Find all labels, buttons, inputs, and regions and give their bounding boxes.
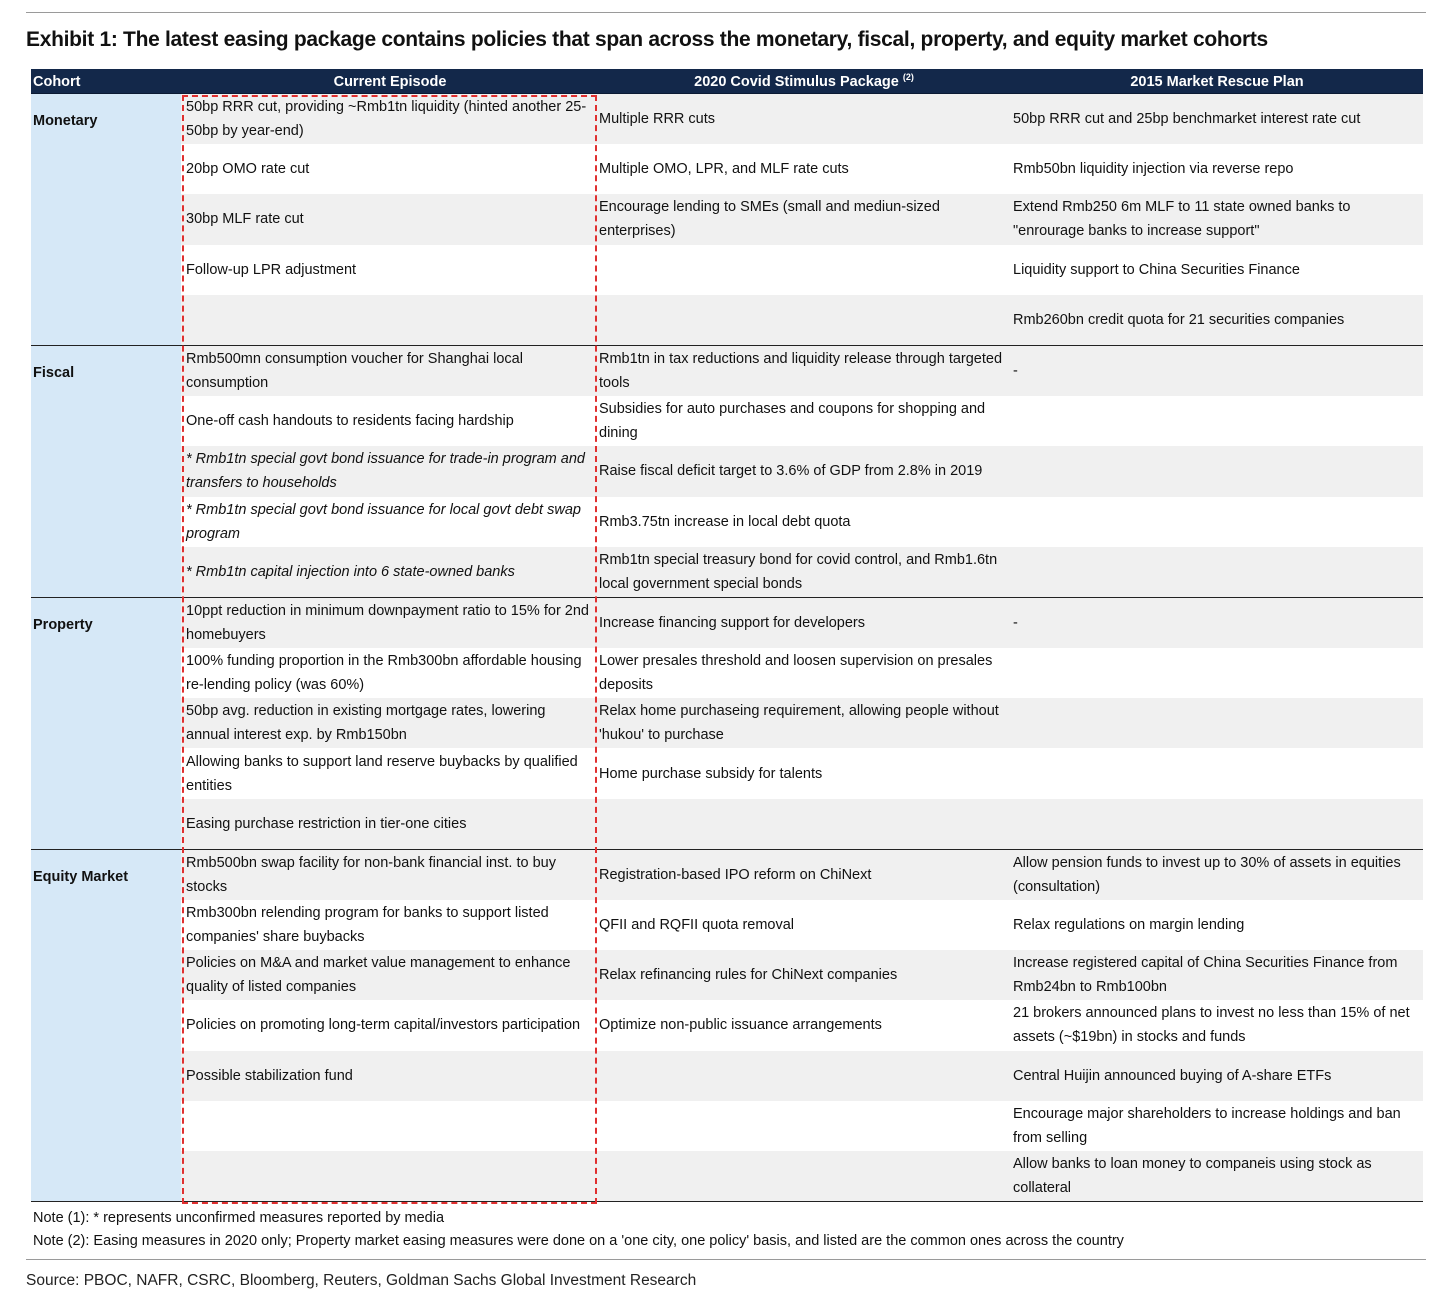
cell-market-rescue: 50bp RRR cut and 25bp benchmarket interest rate cut bbox=[1013, 111, 1361, 128]
table-row bbox=[181, 446, 1423, 496]
cell-market-rescue: Increase registered capital of China Securities Finance from Rmb24bn to Rmb100bn bbox=[1013, 955, 1398, 996]
cohort-group bbox=[31, 850, 1423, 1202]
table-row bbox=[181, 396, 1423, 446]
note-1: Note (1): * represents unconfirmed measures reported by media bbox=[33, 1210, 445, 1226]
bottom-divider bbox=[26, 1259, 1426, 1260]
table-row bbox=[181, 547, 1423, 597]
cohort-label: Equity Market bbox=[31, 850, 181, 1201]
cell-current-episode: Allowing banks to support land reserve buybacks by qualified entities bbox=[186, 753, 578, 794]
cell-covid-stimulus: Subsidies for auto purchases and coupons for shopping and dining bbox=[599, 401, 986, 442]
cell-market-rescue: Central Huijin announced buying of A-share ETFs bbox=[1013, 1067, 1332, 1084]
table-row bbox=[181, 346, 1423, 396]
source-line: Source: PBOC, NAFR, CSRC, Bloomberg, Reuters, Goldman Sachs Global Investment Research bbox=[26, 1272, 697, 1289]
cell-covid-stimulus: Registration-based IPO reform on ChiNext bbox=[599, 866, 872, 883]
header-covid-footnote: (2) bbox=[902, 72, 914, 83]
cell-current-episode: 20bp OMO rate cut bbox=[186, 161, 310, 178]
table-row bbox=[181, 1151, 1423, 1201]
cohort-label: Property bbox=[31, 598, 181, 849]
cell-covid-stimulus: Encourage lending to SMEs (small and mediun-sized enterprises) bbox=[599, 199, 940, 240]
cell-market-rescue: Liquidity support to China Securities Finance bbox=[1013, 261, 1300, 278]
cell-current-episode: * Rmb1tn special govt bond issuance for local govt debt swap program bbox=[186, 501, 581, 542]
table-row bbox=[181, 850, 1423, 900]
table-body bbox=[31, 94, 1423, 1202]
table-row bbox=[181, 748, 1423, 798]
cell-current-episode: 30bp MLF rate cut bbox=[186, 211, 304, 228]
cell-market-rescue: Relax regulations on margin lending bbox=[1013, 917, 1245, 934]
cell-covid-stimulus: QFII and RQFII quota removal bbox=[599, 917, 795, 934]
table-row bbox=[181, 1101, 1423, 1151]
cell-current-episode: One-off cash handouts to residents facing hardship bbox=[186, 413, 514, 430]
cell-current-episode: Easing purchase restriction in tier-one cities bbox=[186, 815, 467, 832]
cohort-group bbox=[31, 94, 1423, 346]
cell-covid-stimulus: Increase financing support for developers bbox=[599, 614, 865, 631]
cell-current-episode: * Rmb1tn capital injection into 6 state-owned banks bbox=[186, 563, 515, 580]
cell-current-episode: 50bp avg. reduction in existing mortgage rates, lowering annual interest exp. by Rmb150bn bbox=[186, 703, 546, 744]
cohort-group bbox=[31, 598, 1423, 850]
cohort-label: Monetary bbox=[31, 94, 181, 345]
cell-covid-stimulus: Home purchase subsidy for talents bbox=[599, 765, 823, 782]
table-header bbox=[31, 69, 1423, 94]
table-row bbox=[181, 698, 1423, 748]
cell-current-episode: 100% funding proportion in the Rmb300bn affordable housing re-lending policy (was 60%) bbox=[186, 653, 582, 694]
top-divider bbox=[26, 12, 1426, 13]
table-row bbox=[181, 497, 1423, 547]
cell-covid-stimulus: Relax refinancing rules for ChiNext companies bbox=[599, 967, 898, 984]
cell-current-episode: Rmb300bn relending program for banks to support listed companies' share buybacks bbox=[186, 905, 549, 946]
policy-table bbox=[31, 69, 1423, 1202]
table-row bbox=[181, 94, 1423, 144]
cell-covid-stimulus: Optimize non-public issuance arrangements bbox=[599, 1017, 882, 1034]
cohort-label: Fiscal bbox=[31, 346, 181, 597]
cell-current-episode: Follow-up LPR adjustment bbox=[186, 261, 357, 278]
cell-market-rescue: Allow banks to loan money to companeis using stock as collateral bbox=[1013, 1156, 1372, 1197]
cell-current-episode: Rmb500mn consumption voucher for Shanghai local consumption bbox=[186, 351, 523, 392]
cell-current-episode: Policies on M&A and market value management to enhance quality of listed companies bbox=[186, 955, 571, 996]
cell-market-rescue: - bbox=[1013, 363, 1018, 380]
cell-covid-stimulus: Raise fiscal deficit target to 3.6% of GDP from 2.8% in 2019 bbox=[599, 463, 983, 480]
cell-current-episode: 50bp RRR cut, providing ~Rmb1tn liquidity (hinted another 25-50bp by year-end) bbox=[186, 99, 587, 140]
cell-covid-stimulus: Relax home purchaseing requirement, allowing people without 'hukou' to purchase bbox=[599, 703, 999, 744]
cell-covid-stimulus: Multiple RRR cuts bbox=[599, 111, 716, 128]
table-row bbox=[181, 799, 1423, 849]
cell-market-rescue: - bbox=[1013, 614, 1018, 631]
cell-current-episode: Rmb500bn swap facility for non-bank financial inst. to buy stocks bbox=[186, 854, 556, 895]
cell-covid-stimulus: Rmb3.75tn increase in local debt quota bbox=[599, 513, 851, 530]
cell-current-episode: 10ppt reduction in minimum downpayment ratio to 15% for 2nd homebuyers bbox=[186, 602, 589, 643]
cell-covid-stimulus: Lower presales threshold and loosen supervision on presales deposits bbox=[599, 653, 993, 694]
cell-market-rescue: Extend Rmb250 6m MLF to 11 state owned banks to "enrourage banks to increase support" bbox=[1013, 199, 1351, 240]
header-market-rescue: 2015 Market Rescue Plan bbox=[1130, 74, 1304, 90]
cohort-group bbox=[31, 346, 1423, 598]
table-row bbox=[181, 900, 1423, 950]
table-row bbox=[181, 245, 1423, 295]
cell-covid-stimulus: Multiple OMO, LPR, and MLF rate cuts bbox=[599, 161, 849, 178]
table-row bbox=[181, 598, 1423, 648]
note-2: Note (2): Easing measures in 2020 only; Property market easing measures were done on a 'one city, one policy' basis, and listed are the common ones across the country bbox=[33, 1233, 1124, 1249]
table-row bbox=[181, 144, 1423, 194]
cell-market-rescue: Encourage major shareholders to increase holdings and ban from selling bbox=[1013, 1105, 1401, 1146]
table-row bbox=[181, 194, 1423, 244]
notes bbox=[33, 1207, 1124, 1253]
header-current-episode: Current Episode bbox=[333, 74, 447, 90]
cell-current-episode: Possible stabilization fund bbox=[186, 1067, 353, 1084]
header-cohort: Cohort bbox=[33, 74, 81, 90]
table-row bbox=[181, 1051, 1423, 1101]
cell-market-rescue: Allow pension funds to invest up to 30% of assets in equities (consultation) bbox=[1013, 854, 1401, 895]
cell-covid-stimulus: Rmb1tn special treasury bond for covid control, and Rmb1.6tn local government special bonds bbox=[599, 551, 998, 592]
table-row bbox=[181, 950, 1423, 1000]
cell-current-episode: Policies on promoting long-term capital/investors participation bbox=[186, 1017, 581, 1034]
exhibit-title: Exhibit 1: The latest easing package contains policies that span across the monetary, fiscal, property, and equity market cohorts bbox=[26, 28, 1268, 51]
cell-market-rescue: Rmb260bn credit quota for 21 securities companies bbox=[1013, 311, 1345, 328]
cell-market-rescue: Rmb50bn liquidity injection via reverse repo bbox=[1013, 161, 1294, 178]
cell-current-episode: * Rmb1tn special govt bond issuance for trade-in program and transfers to households bbox=[186, 451, 585, 492]
header-covid-stimulus: 2020 Covid Stimulus Package $^{(2)}$ bbox=[694, 72, 914, 90]
table-row bbox=[181, 648, 1423, 698]
table-row bbox=[181, 295, 1423, 345]
table-row bbox=[181, 1000, 1423, 1050]
cell-covid-stimulus: Rmb1tn in tax reductions and liquidity release through targeted tools bbox=[599, 351, 1003, 392]
cell-market-rescue: 21 brokers announced plans to invest no less than 15% of net assets (~$19bn) in stocks and funds bbox=[1013, 1005, 1410, 1046]
